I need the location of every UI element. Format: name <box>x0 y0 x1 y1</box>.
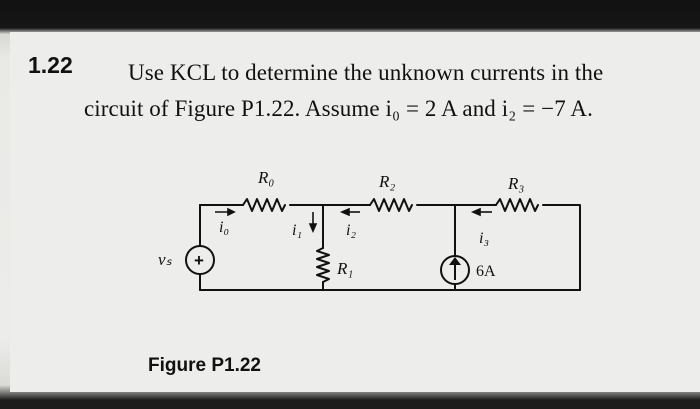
resistor-r2 <box>370 199 412 211</box>
label-r2: R₂ <box>379 172 396 191</box>
resistor-r1 <box>317 248 329 282</box>
resistor-r3 <box>496 199 538 211</box>
current-source <box>441 256 469 284</box>
label-r3: R₃ <box>508 174 525 193</box>
plus-sign: + <box>194 251 204 270</box>
label-r0: R₀ <box>258 168 275 187</box>
wire-top-corner <box>543 205 580 290</box>
label-i2: i₂ <box>346 222 357 239</box>
arrow-left-icon-2 <box>473 209 480 215</box>
problem-statement-line-1: Use KCL to determine the unknown currents in the <box>128 60 604 85</box>
voltage-source-vs <box>186 246 214 274</box>
label-i1: i₁ <box>292 222 303 239</box>
figure-caption: Figure P1.22 <box>148 355 261 376</box>
resistor-r0 <box>243 199 285 211</box>
problem-number: 1.22 <box>28 52 73 78</box>
label-i3: i₃ <box>479 230 490 247</box>
problem-statement-line-2: circuit of Figure P1.22. Assume i₀ = 2 A and i₂ = −7 A. <box>84 96 593 121</box>
label-source-value: 6A <box>476 263 496 280</box>
arrow-left-icon <box>342 209 349 215</box>
arrow-right-icon <box>228 209 234 215</box>
label-i0: i₀ <box>219 219 230 236</box>
arrow-down-icon <box>310 224 316 231</box>
label-vs: vₛ <box>158 250 172 269</box>
label-r1: R₁ <box>337 259 354 278</box>
